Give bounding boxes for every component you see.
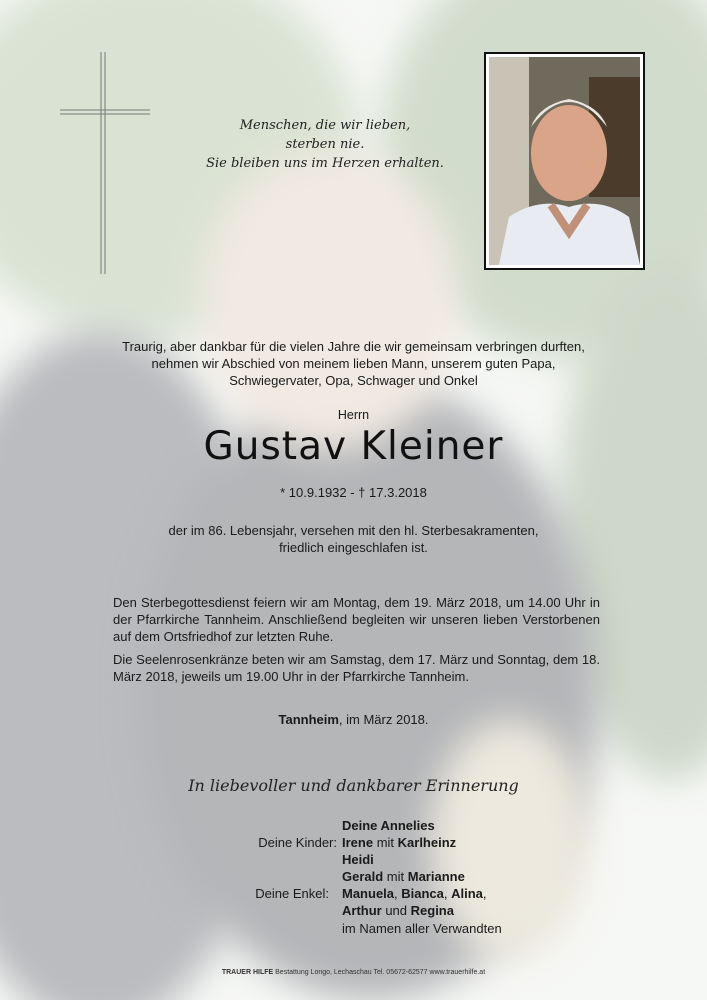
memorial-quote <box>200 116 450 173</box>
grandchild-entry: Manuela, Bianca, Alina, <box>342 886 487 901</box>
rosary-text: Die Seelenrosenkränze beten wir am Samstag, dem 17. März und Sonntag, dem 18. März 2018, jeweils um 19.00 Uhr in der Pfarrkirche Tannheim. <box>113 652 600 684</box>
sacrament-line: friedlich eingeschlafen ist. <box>279 540 428 555</box>
grandchild-entry: Arthur und Regina <box>342 903 454 918</box>
quote-line: Menschen, die wir lieben, <box>239 118 411 133</box>
child-entry: Gerald mit Marianne <box>342 869 465 884</box>
quote-line: Sie bleiben uns im Herzen erhalten. <box>206 156 444 171</box>
footer-text: Bestattung Longo, Lechaschau Tel. 05672-62577 www.trauerhilfe.at <box>273 969 486 976</box>
salutation: Herrn <box>337 408 370 422</box>
place-date-text: , im März 2018. <box>338 712 429 727</box>
intro-text <box>80 338 627 389</box>
relatives-line: im Namen aller Verwandten <box>342 921 502 936</box>
footer-brand: TRAUER HILFE <box>221 969 274 976</box>
cross-icon <box>60 52 150 274</box>
intro-line: nehmen wir Abschied von meinem lieben Mann, unserem guten Papa, <box>151 356 556 371</box>
portrait-photo <box>484 52 645 270</box>
intro-line: Traurig, aber dankbar für die vielen Jahre die wir gemeinsam verbringen durften, <box>122 339 585 354</box>
sacrament-text <box>120 522 587 556</box>
place-town: Tannheim <box>278 712 339 727</box>
portrait-image <box>489 57 640 265</box>
wife-name: Deine Annelies <box>342 818 435 833</box>
child-entry: Irene mit Karlheinz <box>342 835 457 850</box>
grandchildren-label: Deine Enkel: <box>255 886 329 901</box>
child-entry: Heidi <box>342 852 374 867</box>
intro-line: Schwiegervater, Opa, Schwager und Onkel <box>229 373 478 388</box>
sacrament-line: der im 86. Lebensjahr, versehen mit den hl. Sterbesakramenten, <box>168 523 539 538</box>
quote-line: sterben nie. <box>285 137 365 152</box>
funeral-service-text: Den Sterbegottesdienst feiern wir am Montag, dem 19. März 2018, um 14.00 Uhr in der Pfarrkirche Tannheim. Anschließend begleiten wir unseren lieben Verstorbenen auf dem Ortsfriedhof zur letzten Ruhe. <box>113 595 600 644</box>
footer-credit <box>0 969 707 976</box>
place-date <box>0 712 707 727</box>
children-label: Deine Kinder: <box>258 835 337 850</box>
memory-line: In liebevoller und dankbarer Erinnerung <box>188 776 519 795</box>
deceased-name: Gustav Kleiner <box>203 424 504 469</box>
life-dates: * 10.9.1932 - † 17.3.2018 <box>280 485 427 500</box>
